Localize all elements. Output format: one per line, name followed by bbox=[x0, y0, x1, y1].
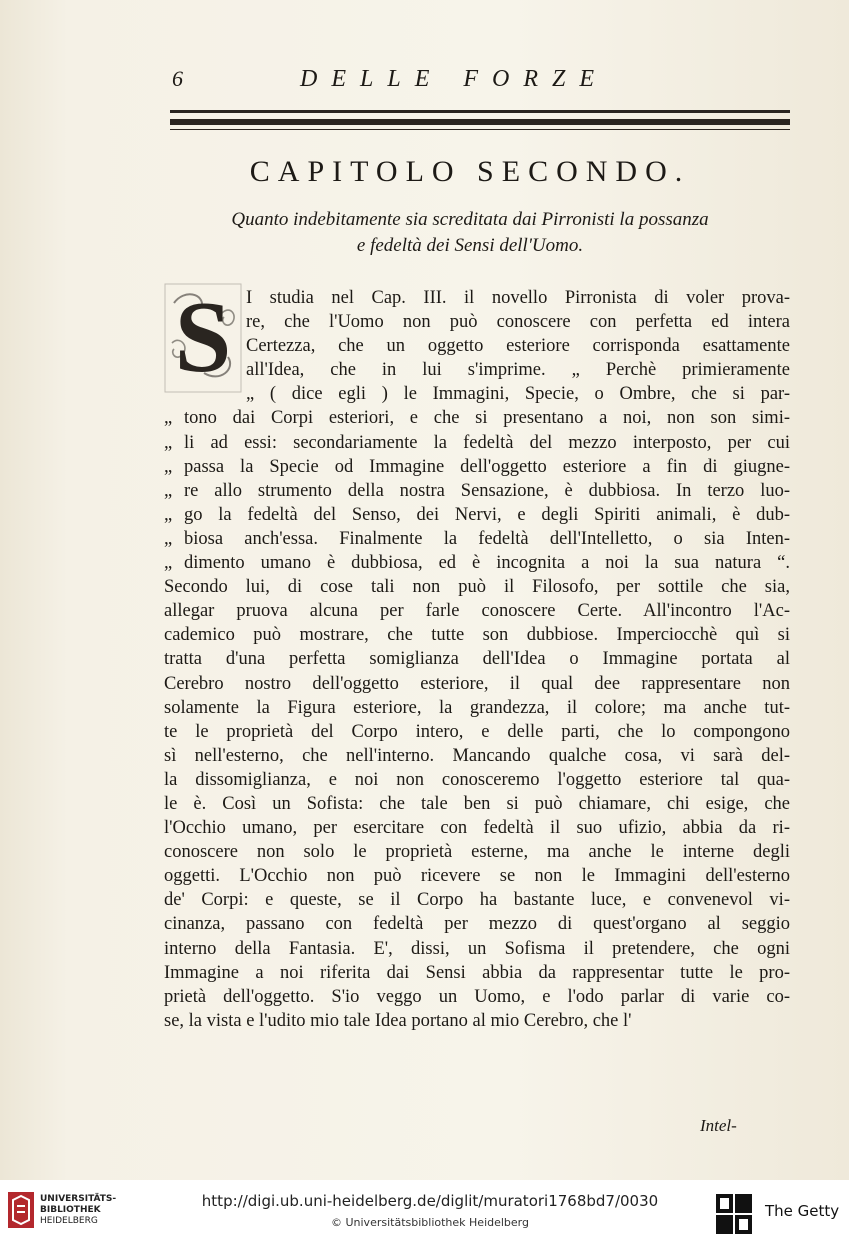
catchword: Intel- bbox=[700, 1116, 737, 1135]
text-line: allegar pruova alcuna per farle conoscere Certe. All'incontro l'Ac- bbox=[164, 601, 790, 622]
text-line: tratta d'una perfetta somiglianza dell'Idea o Immagine portata al bbox=[164, 649, 790, 670]
running-head bbox=[172, 66, 772, 98]
text-line: interno della Fantasia. E', dissi, un Sofisma il pretendere, che ogni bbox=[164, 938, 790, 959]
text-line: l'Occhio umano, per esercitare con fedeltà il suo ufizio, abbia da ri- bbox=[164, 818, 790, 839]
text-line: conoscere non solo le proprietà esterne, ma anche le interne degli bbox=[164, 842, 790, 863]
drop-cap-letter: S bbox=[174, 281, 232, 394]
quote-mark: „ bbox=[164, 553, 173, 574]
chapter-heading: CAPITOLO SECONDO. bbox=[249, 155, 691, 188]
page-number: 6 bbox=[172, 66, 183, 91]
quote-mark: „ bbox=[164, 504, 173, 525]
text-line: solamente la Figura esteriore, la grandezza, il colore; ma anche tut- bbox=[164, 697, 790, 718]
quote-mark: „ bbox=[164, 528, 173, 549]
text-line: I studia nel Cap. III. il novello Pirronista di voler prova- bbox=[246, 288, 790, 308]
text-line-content: biosa anch'essa. Finalmente la fedeltà dell'Intelletto, o sia Inten- bbox=[184, 528, 790, 549]
text-line: cademico può mostrare, che tutte son dubbiose. Imperciocchè quì si bbox=[164, 625, 790, 646]
viewer-footer bbox=[0, 1180, 849, 1243]
text-line: „ ( dice egli ) le Immagini, Specie, o Ombre, che si par- bbox=[246, 384, 790, 405]
text-line-content: li ad essi: secondariamente la fedeltà del mezzo interposto, per cui bbox=[184, 432, 790, 453]
library-name-line: HEIDELBERG bbox=[40, 1216, 98, 1226]
text-line bbox=[164, 551, 790, 575]
text-line bbox=[164, 503, 790, 527]
subtitle-line-1: Quanto indebitamente sia screditata dai Pirronisti la possanza bbox=[231, 209, 709, 230]
header-rule-thin bbox=[170, 110, 790, 113]
text-line-content: tono dai Corpi esteriori, e che si presentano a noi, non son simi- bbox=[184, 408, 790, 429]
text-line: re, che l'Uomo non può conoscere con perfetta ed intera bbox=[246, 312, 790, 333]
text-line: le è. Così un Sofista: che tale ben si può chiamare, chi esige, che bbox=[164, 793, 790, 814]
text-line-content: dimento umano è dubbiosa, ed è incognita a noi la sua natura “. bbox=[184, 553, 790, 574]
getty-logo-icon[interactable] bbox=[714, 1192, 754, 1236]
header-rule-thick bbox=[170, 119, 790, 125]
copyright-notice: © Universitätsbibliothek Heidelberg bbox=[330, 1216, 529, 1229]
quote-mark: „ bbox=[164, 408, 173, 429]
text-line-content: go la fedeltà del Senso, dei Nervi, e degli Spiriti animali, è dub- bbox=[184, 504, 790, 525]
university-library-logo[interactable] bbox=[8, 1190, 128, 1234]
library-name-line: UNIVERSITÄTS- bbox=[40, 1194, 117, 1204]
text-line: oggetti. L'Occhio non può ricevere se non le Immagini dell'esterno bbox=[164, 866, 790, 887]
text-line: se, la vista e l'udito mio tale Idea portano al mio Cerebro, che l' bbox=[164, 1010, 632, 1031]
text-line-content: re allo strumento della nostra Sensazione, è dubbiosa. In terzo luo- bbox=[184, 480, 790, 501]
quote-mark: „ bbox=[164, 432, 173, 453]
text-line: de' Corpi: e queste, se il Corpo ha bastante luce, e convenevol vi- bbox=[164, 890, 790, 911]
text-line bbox=[164, 431, 790, 455]
text-line bbox=[164, 406, 790, 430]
text-line: sì nell'esterno, che nell'interno. Mancando qualche cosa, vi sarà del- bbox=[164, 745, 790, 766]
quote-mark: „ bbox=[164, 456, 173, 477]
text-line: prietà dell'oggetto. S'io veggo un Uomo, e l'odo parlar di varie co- bbox=[164, 986, 790, 1007]
library-name-line: BIBLIOTHEK bbox=[40, 1205, 101, 1215]
text-line-content: passa la Specie od Immagine dell'oggetto esteriore a fin di giugne- bbox=[184, 456, 790, 477]
text-line bbox=[164, 479, 790, 503]
body-text bbox=[164, 286, 790, 1033]
text-line: cinanza, passano con fedeltà per mezzo di quest'organo al seggio bbox=[164, 914, 790, 935]
chapter-subtitle bbox=[160, 207, 780, 259]
text-line bbox=[164, 527, 790, 551]
ub-heidelberg-logo-icon bbox=[8, 1192, 34, 1228]
text-line: Certezza, che un oggetto esteriore corrisponda esattamente bbox=[246, 336, 790, 357]
text-line bbox=[164, 455, 790, 479]
text-line: Immagine a noi riferita dai Sensi abbia da rappresentar tutte le pro- bbox=[164, 962, 790, 983]
permalink-url[interactable]: http://digi.ub.uni-heidelberg.de/diglit/muratori1768bd7/0030 bbox=[201, 1192, 659, 1210]
text-line: la dissomiglianza, e noi non conosceremo l'oggetto esteriore tal qua- bbox=[164, 769, 790, 790]
text-line: all'Idea, che in lui s'imprime. „ Perchè primieramente bbox=[246, 360, 790, 381]
partner-name: The Getty bbox=[765, 1202, 840, 1220]
library-name bbox=[40, 1194, 116, 1227]
quote-mark: „ bbox=[164, 480, 173, 501]
running-title: DELLE FORZE bbox=[300, 66, 609, 92]
text-line: Cerebro nostro dell'oggetto esteriore, il qual dee rappresentare non bbox=[164, 673, 790, 694]
text-line: te le proprietà del Corpo intero, e delle parti, che lo compongono bbox=[164, 721, 790, 742]
subtitle-line-2: e fedeltà dei Sensi dell'Uomo. bbox=[356, 235, 584, 256]
text-line: Secondo lui, di cose tali non può il Filosofo, per sottile che sia, bbox=[164, 577, 790, 598]
header-rule-hairline bbox=[170, 129, 790, 130]
